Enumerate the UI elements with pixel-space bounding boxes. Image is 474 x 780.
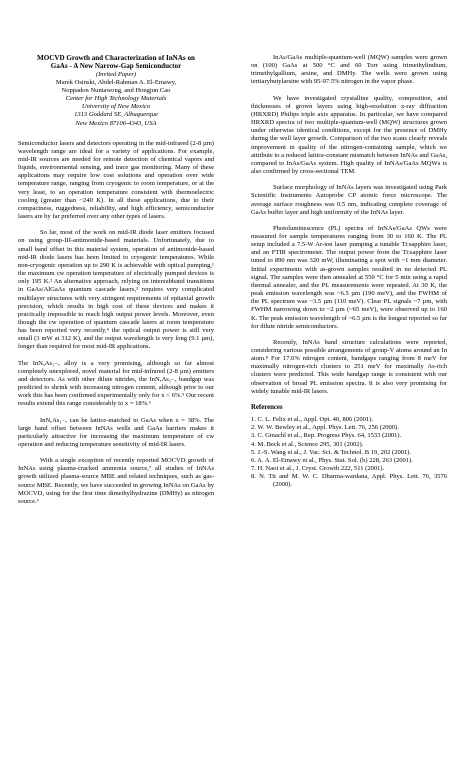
right-column [251,54,447,490]
reference-item: 6. A. A. El-Emawy et al., Phys. Stat. Sol. (b) 228, 263 (2001). [251,456,413,464]
paragraph-afm: Surface morphology of InNAs layers was investigated using Park Scientific Instruments Autoprobe CP atomic force microscope. The average surface roughness was 0.5 nm, indicating complete coverage of GaAs buffer layer and high uniformity of the InNAs layer. [251,184,447,216]
reference-item: 4. M. Beck et al., Science 295, 301 (2002). [251,440,364,448]
affiliation-line4: New Mexico 87106-4343, USA [75,119,157,127]
left-column [18,54,214,506]
paragraph-mocvd-growth: With a single exception of recently reported MOCVD growth of InNAs using plasma-cracked ammonia source,⁷ all studies of InNAs growth utilized plasma-source MBE and related techniques, such as gas-source MBE. Recently, we have succeeded in growing InNAs on GaAs by MOCVD, using for the first time dimethylhydrazine (DMHy) as nitrogen source.⁶ [18,457,214,505]
reference-item: 5. J.-S. Wang et al., J. Vac. Sci. & Technol. B 19, 202 (2001). [251,448,412,456]
reference-item: 8. N. Tit and M. W. C. Dharma-wardana, Appl. Phys. Lett. 76, 3576 (2000). [251,473,447,489]
paragraph-intro: Semiconductor lasers and detectors operating in the mid-infrared (2-8 µm) wavelength range are ideal for a variety of applications. For example, mid-IR sources are needed for remote detection of chemical vapors and liquids, environmental sensing, and trace gas monitoring. Many of these applications may require low cost solutions and operation over wide temperature range, ranging from cryogenic to room temperature, or at the very least, to an operation temperature consistent with thermoelectric cooling (greater than ~240 K). In all these applications, due to their compactness, ruggedness, reliability, and high efficiency, semiconductor lasers are by far preferred over any other types of lasers. [18,139,214,221]
paragraph-band-structure: Recently, InNAs band structure calculations were reported, considering various possible arrangements of group-V atoms around an In atom.⁸ For 17.6% nitrogen content, bandgaps ranging from 8 meV for maximally nitrogen-rich clusters to 251 meV for maximally As-rich clusters were predicted. This wide bandgap range is consistent with our observation of broad PL emission spectra. It is also very promising for widely tunable mid-IR lasers. [251,338,447,395]
affiliation-line2: University of New Mexico [81,103,151,111]
authors-line2: Noppadon Nuntawong, and Hongjun Cao [61,86,171,94]
invited-note: (Invited Paper) [95,70,137,78]
reference-item: 2. W. W. Bewley et al., Appl. Phys. Lett. 76, 256 (2000). [251,424,399,432]
paragraph-photoluminescence: Photoluminescence (PL) spectra of InNAs/GaAs QWs were measured for sample temperatures ranging from 30 to 160 K. The PL setup included a 7.5-W Ar-ion laser pumping a tunable Ti:sapphire laser, and an FTIR spectrometer. The output power from the Ti:sapphire laser tuned to 890 nm was 320 mW, illuminating a spot with ~1 mm diameter. Initial experiments with as-grown samples resulted in no detected PL signal. The samples were then annealed at 550 °C for 5 min using a rapid thermal annealer, and the PL measurements were repeated. At 30 K, the peak emission wavelength was ~6.5 µm (190 meV), and the FWHM of the PL spectrum was ~3.5 µm (110 meV). Clear PL signals ~7 µm, with FWHM narrowing down to ~2 µm (~65 meV), were observed up to 160 K. The peak emission wavelength of ~6.5 µm is the longest reported so far for dilute nitride semiconductors. [251,224,447,330]
affiliation-line1: Center for High Technology Materials [65,95,167,103]
affiliation-line3: 1313 Goddard SE, Albuquerque [74,111,158,119]
reference-item: 3. C. Gmachl et al., Rep. Progress Phys. 64, 1533 (2001). [251,432,402,440]
paragraph-lattice-match: InNₓAs₁₋ₓ can be lattice-matched to GaAs when x = 38%. The large band offset between InNAs wells and GaAs barriers makes it particularly attractive for increasing the maximum temperature of cw operation and reducing temperature sensitivity of mid-IR lasers. [18,416,214,448]
paragraph-samples: InAs/GaAs multiple-quantum-well (MQW) samples were grown on (100) GaAs at 500 °C and 60 Torr using trimethylindium, trimethylgallium, arsine, and DMHy. The wells were grown using tertiarybutylarsine with 95-97.5% nitrogen in the vapor phase. [251,54,447,86]
paragraph-antimonide: So far, most of the work on mid-IR diode laser emitters focused on using group-III-antimonide-based materials. Unfortunately, due to small band offset in this material system, operation of antimonide-based mid-IR diode lasers has been limited to cryogenic temperatures. While non-cryogenic operation up to 290 K is achievable with optical pumping,¹ the maximum cw operation temperature of electrically pumped devices is only 195 K.² An alternative approach, relying on intersubband transitions in GaAs/AlGaAs quantum cascade lasers,³ requires very complicated multilayer structures with very stringent requirements of epitaxial growth precision, which results in high cost of these devices and makes it practically impossible to reach high output power levels. Moreover, even though the cw operation of quantum cascade lasers at room temperature has been reported very recently,⁴ the optical output power is still very small (3 mW at 312 K), and the output wavelength is very long (9.1 µm), longer than required for most mid-IR applications. [18,229,214,351]
paragraph-innas-alloy: The InNₓAs₁₋ₓ alloy is a very promising, although so far almost completely unexplored, novel material for mid-infrared (2-8 µm) emitters and detectors. As with other dilute nitrides, the InNₓAs₁₋ₓ bandgap was predicted to shrink with increasing nitrogen content, although prior to our work this has been confirmed experimentally only for x < 6%.⁵ Our recent results extend this range considerably to x = 18%.⁶ [18,359,214,408]
paragraph-hrxrd: We have investigated crystalline quality, composition, and thicknesses of grown layers using high-resolution x-ray diffraction (HRXRD) Philips triple axis apparatus. In particular, we have compared HRXRD spectra of two multiple-quantum-well (MQW) structures grown under otherwise identical conditions, except for the presence of DMHy during the well layer growth. Comparison of the two scans clearly reveals improvement in quality of the nitrogen-containing sample, which we attribute to a reduced lattice-constant mismatch between InNAs and GaAs, compared to InAs/GaAs system. High quality of InNAs/GaAs MQWs is also confirmed by cross-sectional TEM. [251,94,447,176]
reference-item: 7. H. Naoi et al., J. Cryst. Growth 222, 511 (2001). [251,465,385,473]
paper-title-line1: MOCVD Growth and Characterization of InNAs on [37,54,195,62]
reference-item: 1. C. L. Felix et al., Appl. Opt. 40, 806 (2001). [251,416,374,424]
references-heading: References [251,403,283,411]
authors-line1: Marek Osinski, Abdel-Rahman A. El-Emawy, [55,78,177,86]
paper-title-line2: GaAs - A New Narrow-Gap Semiconductor [50,62,182,71]
